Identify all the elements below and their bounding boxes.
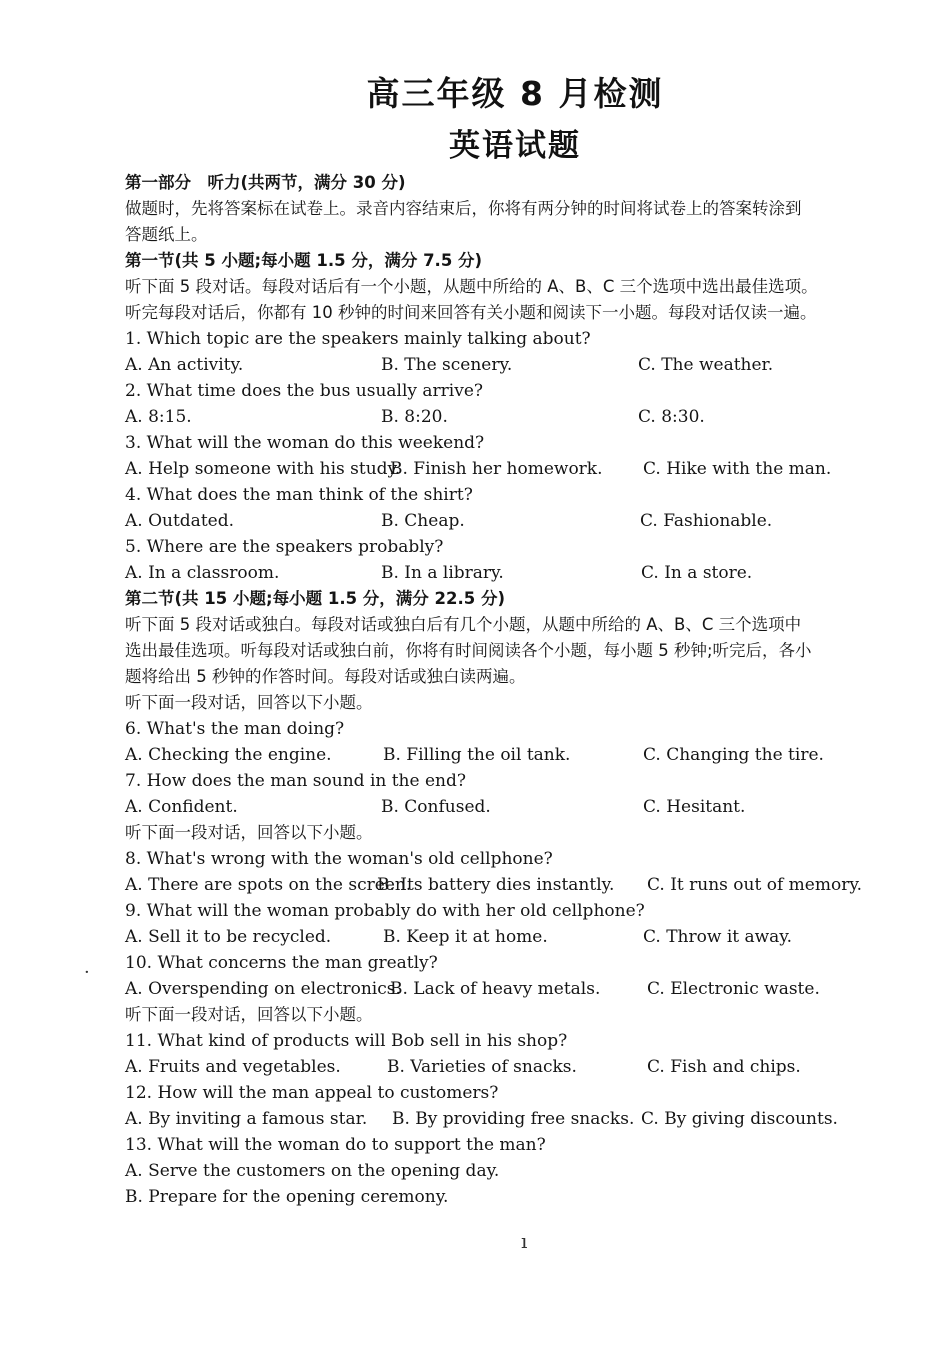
section1-intro-line: 听下面 5 段对话。每段对话后有一个小题，从题中所给的 A、B、C 三个选项中选出最佳选项。: [125, 277, 818, 296]
option-c: C. Hesitant.: [643, 797, 746, 817]
question-12: 12. How will the man appeal to customers?: [125, 1083, 499, 1103]
stray-dot: ·: [84, 962, 90, 983]
section2-intro-line: 选出最佳选项。听每段对话或独白前，你将有时间阅读各个小题，每小题 5 秒钟;听完后，各小: [125, 641, 812, 660]
option-b: B. Filling the oil tank.: [383, 745, 571, 765]
question-1: 1. Which topic are the speakers mainly talking about?: [125, 329, 591, 349]
option-b: B. Finish her homework.: [390, 459, 603, 479]
option-a: A. In a classroom.: [125, 563, 280, 583]
option-a: A. 8:15.: [125, 407, 192, 427]
option-a-line: A. Serve the customers on the opening day.: [125, 1161, 500, 1181]
question-10: 10. What concerns the man greatly?: [125, 953, 438, 973]
listen-prompt: 听下面一段对话，回答以下小题。: [125, 823, 373, 842]
exam-subtitle: 英语试题: [449, 128, 581, 164]
question-9: 9. What will the woman probably do with her old cellphone?: [125, 901, 645, 921]
option-c: C. Hike with the man.: [643, 459, 832, 479]
option-c: C. In a store.: [641, 563, 753, 583]
question-13: 13. What will the woman do to support the man?: [125, 1135, 546, 1155]
option-c: C. Fish and chips.: [647, 1057, 801, 1077]
part1-header: 第一部分 听力(共两节，满分 30 分): [125, 173, 406, 192]
question-5: 5. Where are the speakers probably?: [125, 537, 444, 557]
section2-intro-line: 题将给出 5 秒钟的作答时间。每段对话或独白读两遍。: [125, 667, 526, 686]
options-4: [125, 508, 915, 534]
listen-prompt: 听下面一段对话，回答以下小题。: [125, 693, 373, 712]
option-c: C. It runs out of memory.: [647, 875, 863, 895]
option-b: B. By providing free snacks.: [392, 1109, 635, 1129]
question-3: 3. What will the woman do this weekend?: [125, 433, 485, 453]
options-5: [125, 560, 915, 586]
question-4: 4. What does the man think of the shirt?: [125, 485, 473, 505]
options-10: [125, 976, 915, 1002]
option-a: A. There are spots on the screen.: [125, 875, 412, 895]
options-3: [125, 456, 915, 482]
option-b: B. 8:20.: [381, 407, 448, 427]
exam-body: [125, 170, 915, 1210]
option-a: A. Overspending on electronics.: [125, 979, 401, 999]
listen-prompt: 听下面一段对话，回答以下小题。: [125, 1005, 373, 1024]
option-b: B. Confused.: [381, 797, 491, 817]
option-a: A. Sell it to be recycled.: [125, 927, 332, 947]
question-7: 7. How does the man sound in the end?: [125, 771, 466, 791]
options-11: [125, 1054, 915, 1080]
option-a: A. Fruits and vegetables.: [125, 1057, 341, 1077]
option-b: B. Its battery dies instantly.: [377, 875, 615, 895]
option-c: C. Electronic waste.: [647, 979, 820, 999]
option-b-line: B. Prepare for the opening ceremony.: [125, 1187, 449, 1207]
section1-intro-line: 听完每段对话后，你都有 10 秒钟的时间来回答有关小题和阅读下一小题。每段对话仅读一遍。: [125, 303, 817, 322]
option-a: A. Outdated.: [125, 511, 234, 531]
option-b: B. Varieties of snacks.: [387, 1057, 577, 1077]
options-6: [125, 742, 915, 768]
section1-header: 第一节(共 5 小题;每小题 1.5 分，满分 7.5 分): [125, 251, 483, 270]
question-11: 11. What kind of products will Bob sell in his shop?: [125, 1031, 568, 1051]
option-b: B. Keep it at home.: [383, 927, 548, 947]
part1-intro-line: 做题时，先将答案标在试卷上。录音内容结束后，你将有两分钟的时间将试卷上的答案转涂到: [125, 199, 802, 218]
option-c: C. 8:30.: [638, 407, 705, 427]
option-a: A. Confident.: [125, 797, 238, 817]
exam-title: 高三年级 8 月检测: [366, 74, 664, 113]
options-1: [125, 352, 915, 378]
section2-intro-line: 听下面 5 段对话或独白。每段对话或独白后有几个小题，从题中所给的 A、B、C 三个选项中: [125, 615, 802, 634]
option-b: B. The scenery.: [381, 355, 513, 375]
option-c: C. By giving discounts.: [641, 1109, 838, 1129]
part1-intro-line: 答题纸上。: [125, 225, 208, 244]
question-2: 2. What time does the bus usually arrive?: [125, 381, 484, 401]
option-c: C. Throw it away.: [643, 927, 793, 947]
option-b: B. Cheap.: [381, 511, 465, 531]
option-c: C. Fashionable.: [640, 511, 773, 531]
options-8: [125, 872, 915, 898]
option-b: B. Lack of heavy metals.: [390, 979, 601, 999]
option-c: C. Changing the tire.: [643, 745, 824, 765]
stray-mark: ı: [521, 1229, 528, 1253]
options-7: [125, 794, 915, 820]
options-2: [125, 404, 915, 430]
option-a: A. Help someone with his study.: [125, 459, 401, 479]
options-12: [125, 1106, 915, 1132]
option-a: A. By inviting a famous star.: [125, 1109, 368, 1129]
options-9: [125, 924, 915, 950]
option-c: C. The weather.: [638, 355, 774, 375]
section2-header: 第二节(共 15 小题;每小题 1.5 分，满分 22.5 分): [125, 589, 506, 608]
option-a: A. An activity.: [125, 355, 244, 375]
option-b: B. In a library.: [381, 563, 504, 583]
question-6: 6. What's the man doing?: [125, 719, 345, 739]
option-a: A. Checking the engine.: [125, 745, 332, 765]
question-8: 8. What's wrong with the woman's old cellphone?: [125, 849, 553, 869]
